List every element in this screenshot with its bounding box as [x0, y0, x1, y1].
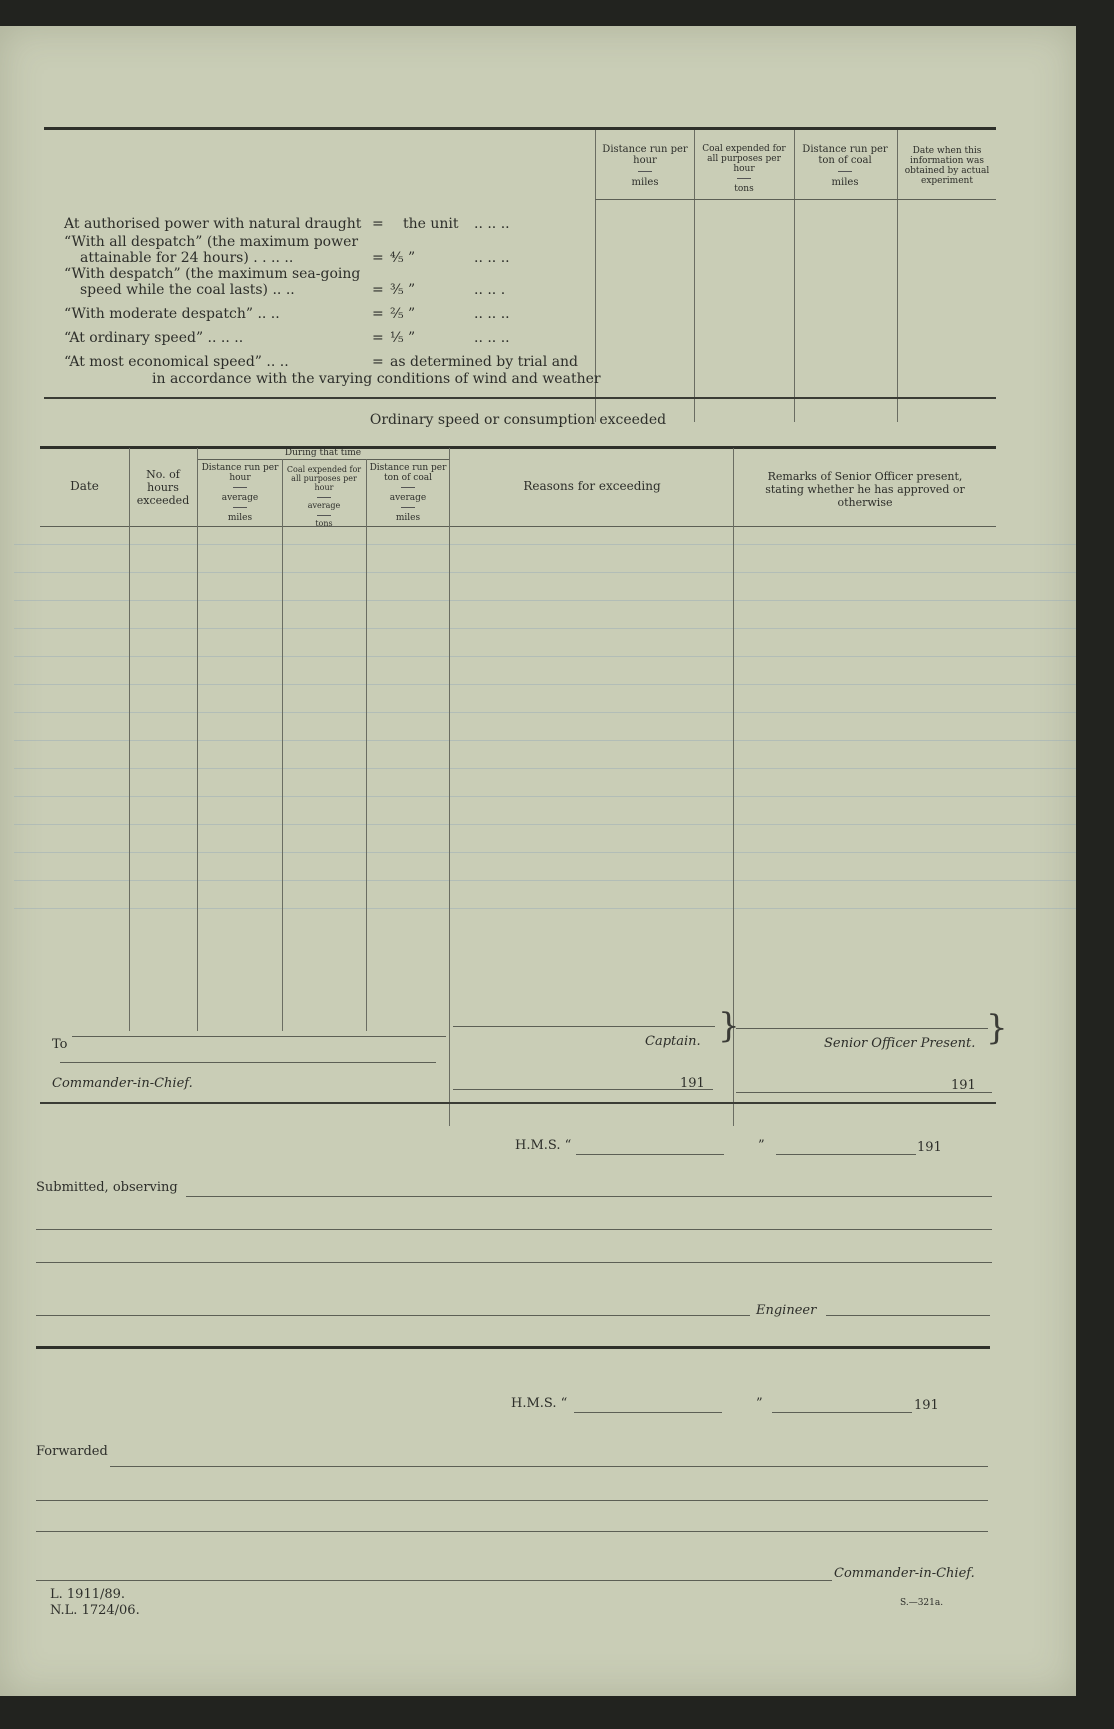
- header-distance-per-hour: Distance run per hour miles: [602, 144, 688, 188]
- col-date: Date: [70, 479, 99, 493]
- col-coal-expended: Coal expended for all purposes per hour average tons: [286, 465, 362, 528]
- top-rule: [44, 127, 996, 130]
- footer-ref-1: L. 1911/89.: [50, 1587, 126, 1602]
- submitted-label: Submitted, observing: [36, 1180, 178, 1195]
- row-economical-speed: “At most economical speed” .. ..: [64, 354, 289, 370]
- group-during-that-time: During that time: [284, 448, 362, 458]
- senior-signature-line[interactable]: [736, 1028, 988, 1029]
- section-title: Ordinary speed or consumption exceeded: [369, 412, 667, 428]
- col-distance-per-hour: Distance run per hour average miles: [201, 463, 279, 523]
- senior-year: 191: [951, 1078, 976, 1093]
- captain-year: 191: [680, 1076, 705, 1091]
- to-line-2[interactable]: [60, 1062, 436, 1063]
- hms-label-1: H.M.S. “: [515, 1138, 572, 1153]
- col-reasons: Reasons for exceeding: [523, 479, 661, 493]
- ship-name-field-1[interactable]: [576, 1154, 724, 1155]
- to-line[interactable]: [72, 1036, 446, 1037]
- commander-label-1: Commander-in-Chief.: [52, 1076, 193, 1091]
- year-2: 191: [914, 1398, 939, 1413]
- year-1: 191: [917, 1140, 942, 1155]
- header-coal-expended: Coal expended for all purposes per hour tons: [702, 144, 786, 194]
- main-table-bottom-rule: [40, 1102, 996, 1104]
- submitted-line-1[interactable]: [186, 1196, 992, 1197]
- captain-signature-line[interactable]: [453, 1026, 715, 1027]
- row-ordinary-speed: “At ordinary speed” .. .. ..: [64, 330, 244, 346]
- row-all-despatch: “With all despatch” (the maximum power: [64, 234, 359, 250]
- form-number: S.—321a.: [900, 1598, 944, 1608]
- footer-ref-2: N.L. 1724/06.: [50, 1603, 140, 1618]
- hms-block-divider: [36, 1346, 990, 1349]
- hms-label-2: H.M.S. “: [511, 1396, 568, 1411]
- commander-label-2: Commander-in-Chief.: [834, 1566, 975, 1581]
- ship-name-field-2[interactable]: [574, 1412, 722, 1413]
- commander-signature-line[interactable]: [36, 1580, 832, 1581]
- senior-date-line[interactable]: [736, 1092, 992, 1093]
- forwarded-line-1[interactable]: [110, 1466, 988, 1467]
- engineer-name-line[interactable]: [826, 1315, 990, 1316]
- form-page: Distance run per hour miles Coal expended for all purposes per hour tons Distance run per ton of coal miles Date when this information was obtained by actual experiment At authorised power with natural draught = the unit .. .. .. “With all despatch” (the maximum power attainable for 24 hours) . . .. .. = ⁴⁄₅ ” .. .. .. “With despatch” (the maximum sea-going speed while the coal lasts) .. .. = ³⁄₅ ” .. .. . “With moderate despatch” .. .. = ²⁄₅ ” .. .. .. “At ordinary speed” .. .. .. = ¹⁄₅ ” .. .. .. “At most economical speed” .. .. = as determined by trial and in accordance with the varying conditions of wind and weather Ordinary speed or consumption exceeded During that time Date No. of hours exceeded Distance run per hour average miles Coal expended for all purposes per hour average tons Distance run per ton of coal average miles Reasons for exceeding Remarks of Senior Officer present, stating whether he has approved or otherwise To Commander-in-Chief. Captain. } 191 Senior Officer Present. } 191 H.M.S. “ ” 191 Submitted, observing Engineer H.M.S. “ ” 191 Forwarded Commander-in-Chief. L. 1911/89. N.L. 1724/06. S.—321a.: [0, 26, 1076, 1696]
- row-authorised-power: At authorised power with natural draught: [64, 216, 362, 232]
- header-date-obtained: Date when this information was obtained by actual experiment: [904, 146, 990, 186]
- captain-label: Captain.: [645, 1034, 701, 1049]
- col-hours-exceeded: No. of hours exceeded: [136, 468, 190, 507]
- header-distance-per-ton: Distance run per ton of coal miles: [802, 144, 888, 188]
- senior-officer-label: Senior Officer Present.: [824, 1036, 976, 1051]
- submitted-line-2[interactable]: [36, 1229, 992, 1230]
- forwarded-line-2[interactable]: [36, 1500, 988, 1501]
- row-moderate-despatch: “With moderate despatch” .. ..: [64, 306, 280, 322]
- top-table-bottom-rule: [44, 397, 996, 399]
- row-despatch: “With despatch” (the maximum sea-going: [64, 266, 361, 282]
- main-table-top-rule: [40, 446, 996, 449]
- forwarded-label: Forwarded: [36, 1444, 108, 1459]
- captain-date-line[interactable]: [453, 1089, 713, 1090]
- date-field-2[interactable]: [772, 1412, 912, 1413]
- submitted-line-3[interactable]: [36, 1262, 992, 1263]
- col-distance-per-ton: Distance run per ton of coal average miles: [369, 463, 447, 523]
- engineer-label: Engineer: [756, 1303, 817, 1318]
- col-remarks: Remarks of Senior Officer present, stating whether he has approved or otherwise: [765, 470, 965, 509]
- engineer-signature-line[interactable]: [36, 1315, 750, 1316]
- to-label: To: [52, 1037, 68, 1052]
- date-field-1[interactable]: [776, 1154, 916, 1155]
- forwarded-line-3[interactable]: [36, 1531, 988, 1532]
